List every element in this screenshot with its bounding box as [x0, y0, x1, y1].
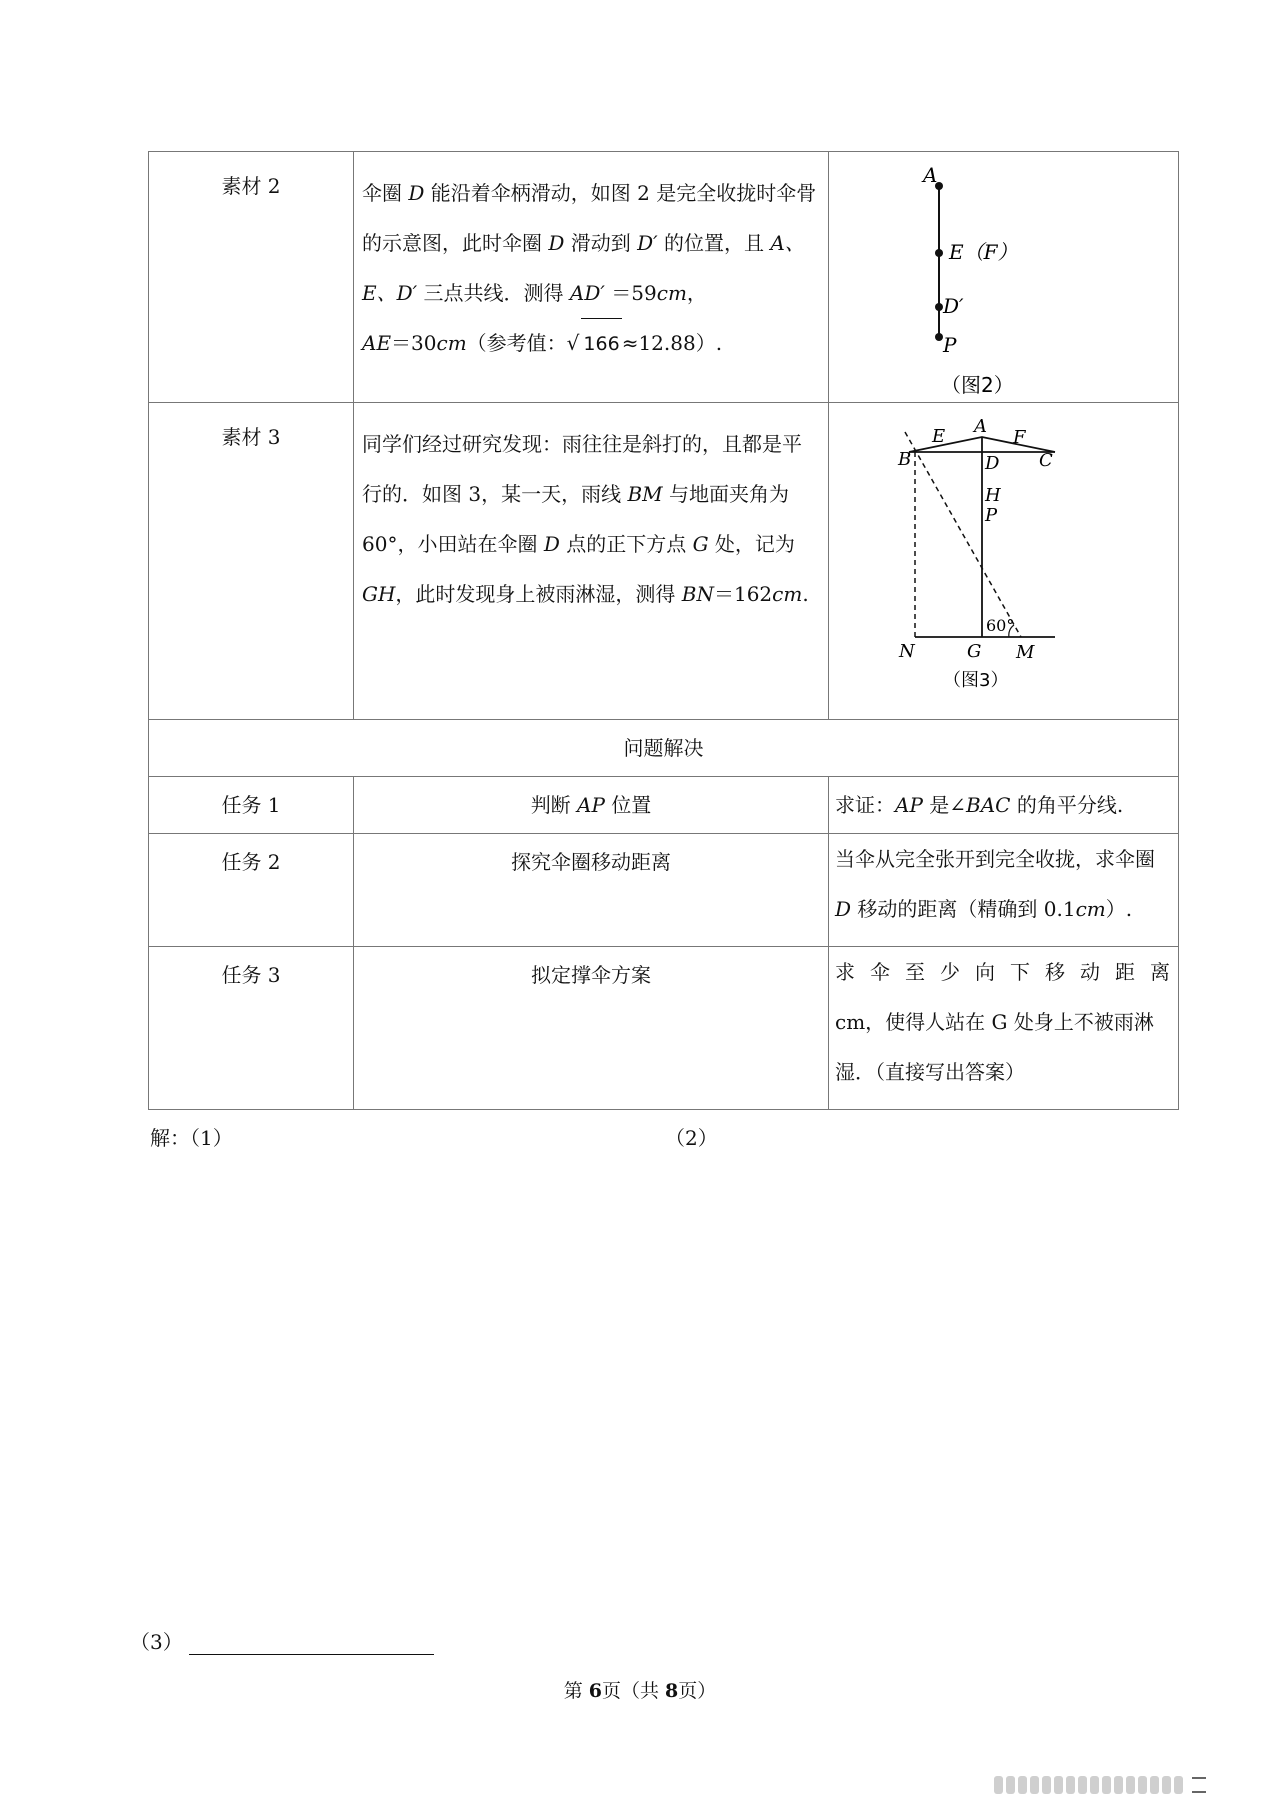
thumb-segment — [1138, 1776, 1147, 1794]
label-c: C — [1039, 450, 1053, 471]
point-p — [935, 333, 943, 341]
task-1-label: 任务 1 — [149, 777, 354, 834]
thumb-segment — [1150, 1776, 1159, 1794]
solution-label-3: （3） — [130, 1626, 434, 1655]
label-ef: E（F） — [949, 240, 1018, 264]
label-d: D — [985, 453, 1000, 474]
thumb-segment — [1126, 1776, 1135, 1794]
thumb-segment — [1114, 1776, 1123, 1794]
task-3-line-1: 求伞至少向下移动距离 — [835, 960, 1172, 984]
label-a: A — [923, 163, 938, 187]
material-2-label: 素材 2 — [149, 152, 354, 403]
menu-grip-icon[interactable] — [1192, 1777, 1206, 1793]
label-g: G — [967, 641, 982, 662]
figure-2 — [829, 152, 1178, 402]
thumb-segment — [1042, 1776, 1051, 1794]
figure-2-caption: （图2） — [941, 373, 1014, 397]
answer-blank[interactable] — [189, 1634, 434, 1655]
thumb-segment — [1054, 1776, 1063, 1794]
material-3-label: 素材 3 — [149, 403, 354, 720]
label-f: F — [1013, 427, 1026, 448]
row-task-2 — [149, 834, 1179, 947]
label-p: P — [985, 505, 998, 526]
task-3-line-2: cm，使得人站在 G 处身上不被雨淋湿．（直接写出答案） — [835, 1010, 1154, 1084]
label-m: M — [1016, 642, 1035, 663]
figure-3-cell — [829, 403, 1179, 720]
task-3-content — [829, 947, 1179, 1110]
solution-label-2: （2） — [665, 1126, 718, 1150]
thumb-segment — [1030, 1776, 1039, 1794]
task-3-title: 拟定撑伞方案 — [354, 947, 829, 1110]
material-2-text: 伞圈 D 能沿着伞柄滑动，如图 2 是完全收拢时伞骨的示意图，此时伞圈 D 滑动到 D′ 的位置，且 A、E、D′ 三点共线．测得 AD′ ＝59cm， AE＝30cm（参考值：√ 166 ≈12.88）. — [354, 152, 829, 403]
task-1-title: 判断 AP 位置 — [354, 777, 829, 834]
section-title: 问题解决 — [149, 720, 1179, 777]
thumb-segment — [1018, 1776, 1027, 1794]
task-3-label: 任务 3 — [149, 947, 354, 1110]
thumb-segment — [1006, 1776, 1015, 1794]
row-task-1 — [149, 777, 1179, 834]
label-n: N — [899, 641, 915, 662]
thumb-segment — [1162, 1776, 1171, 1794]
angle-label: 60° — [986, 616, 1015, 635]
label-h: H — [985, 485, 1001, 506]
thumb-segment — [994, 1776, 1003, 1794]
thumb-segment — [1102, 1776, 1111, 1794]
sqrt-radicand: 166 — [581, 318, 621, 369]
label-p: P — [943, 333, 957, 357]
label-a: A — [974, 416, 987, 437]
task-2-label: 任务 2 — [149, 834, 354, 947]
label-b: B — [898, 449, 912, 470]
thumb-segment — [1174, 1776, 1183, 1794]
task-2-title: 探究伞圈移动距离 — [354, 834, 829, 947]
figure-2-cell — [829, 152, 1179, 403]
point-d-prime — [935, 303, 943, 311]
row-section-header — [149, 720, 1179, 777]
point-e — [935, 249, 943, 257]
materials-table — [148, 151, 1179, 1110]
label-d-prime: D′ — [943, 294, 964, 318]
row-task-3 — [149, 947, 1179, 1110]
label-e: E — [932, 426, 946, 447]
page-thumbnail-strip[interactable] — [994, 1774, 1254, 1796]
thumb-segment — [1090, 1776, 1099, 1794]
figure-3 — [829, 403, 1178, 719]
thumb-segment — [1078, 1776, 1087, 1794]
figure-3-caption: （图3） — [943, 670, 1009, 691]
row-material-2 — [149, 152, 1179, 403]
task-2-content: 当伞从完全张开到完全收拢，求伞圈 D 移动的距离（精确到 0.1cm）. — [829, 834, 1179, 947]
task-1-content: 求证：AP 是∠BAC 的角平分线. — [829, 777, 1179, 834]
solution-label-1: 解：（1） — [150, 1126, 233, 1150]
material-3-text: 同学们经过研究发现：雨往往是斜打的，且都是平行的．如图 3，某一天，雨线 BM 与地面夹角为 60°，小田站在伞圈 D 点的正下方点 G 处，记为 GH，此时发现身上被雨淋湿，测得 BN＝162cm. — [354, 403, 829, 720]
rain-line-bm — [905, 432, 1021, 637]
thumb-segment — [1066, 1776, 1075, 1794]
row-material-3 — [149, 403, 1179, 720]
page-footer: 第 6页（共 8页） — [563, 1680, 717, 1702]
